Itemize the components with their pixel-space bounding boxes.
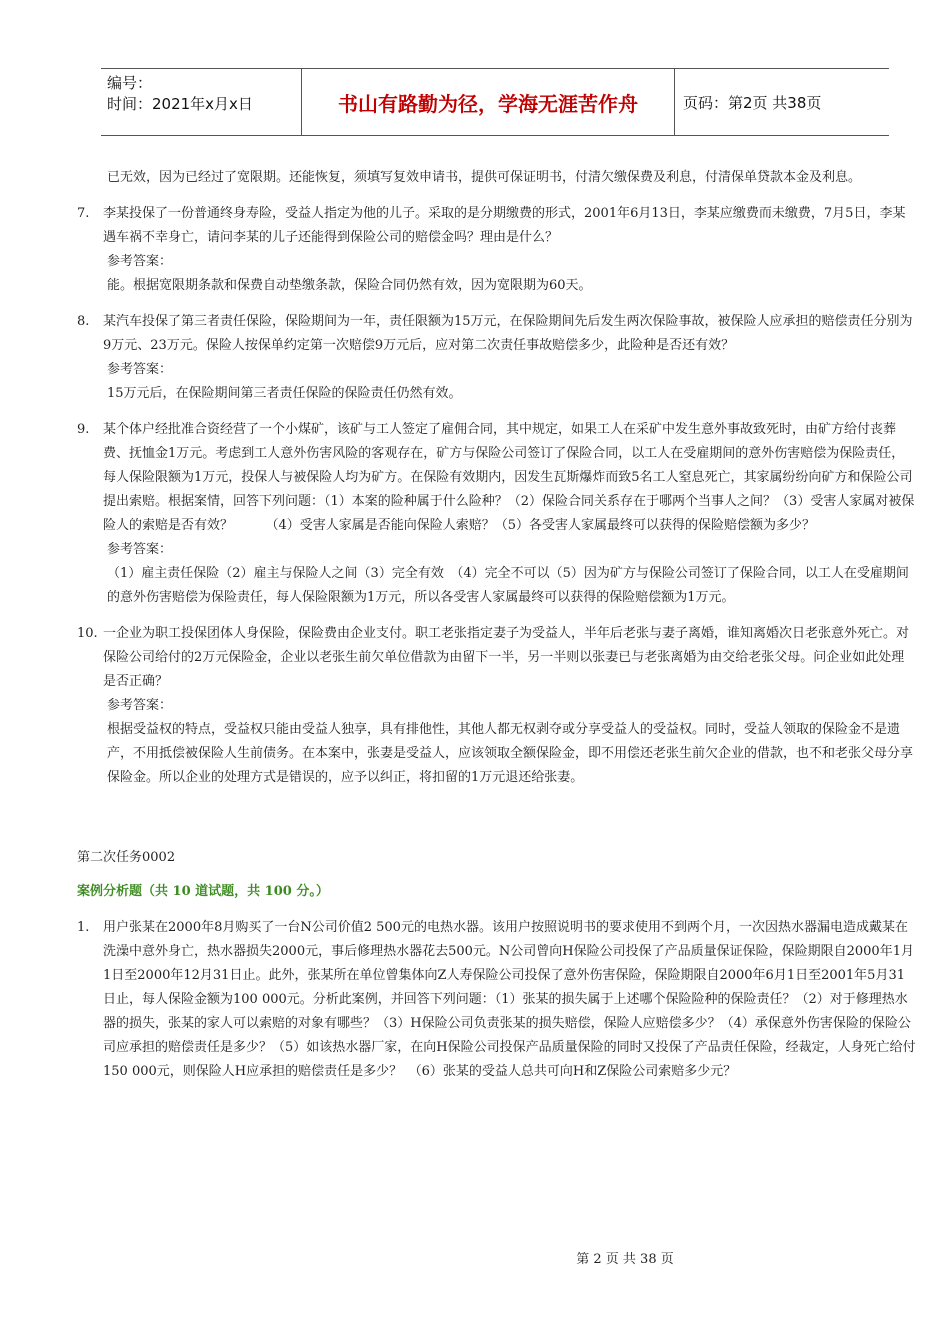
answer-text: 根据受益权的特点，受益权只能由受益人独享，具有排他性，其他人都无权剥夺或分享受益人的受益权。同时，受益人领取的保险金不是遗产，不用抵偿被保险人生前债务。在本案中，张妻是受益人，应该领取全额保险金，即不用偿还老张生前欠企业的借款，也不和老张父母分享保险金。所以企业的处理方式是错误的，应予以纠正，将扣留的1万元退还给张妻。	[107, 722, 914, 785]
code-label: 编号：	[107, 74, 153, 92]
page-footer: 第 2 页 共 38 页	[576, 1252, 674, 1267]
page-header	[101, 68, 889, 136]
question-number: 8.	[77, 314, 90, 329]
section-title: 第二次任务0002	[77, 850, 176, 865]
question-text: 某汽车投保了第三者责任保险，保险期间为一年，责任限额为15万元，在保险期间先后发生两次保险事故，被保险人应承担的赔偿责任分别为9万元、23万元。保险人按保单约定第一次赔偿9万元后，应对第二次责任事故赔偿多少，此险种是否还有效？	[103, 314, 913, 353]
answer-text: （1）雇主责任保险（2）雇主与保险人之间（3）完全有效 （4）完全不可以（5）因为矿方与保险公司签订了保险合同，以工人在受雇期间的意外伤害赔偿为保险责任，每人保险限额为1万元，所以各受害人家属最终可以获得的保险赔偿额为1万元。	[107, 566, 909, 605]
document-body	[77, 166, 917, 1084]
case-question-1	[77, 916, 917, 1084]
case-analysis-title: 案例分析题（共 10 道试题，共 100 分。）	[77, 884, 329, 899]
motto: 书山有路勤为径，学海无涯苦作舟	[301, 69, 675, 135]
answer-text: 能。根据宽限期条款和保费自动垫缴条款，保险合同仍然有效，因为宽限期为60天。	[107, 278, 592, 293]
question-number: 9.	[77, 422, 90, 437]
question-text: 李某投保了一份普通终身寿险，受益人指定为他的儿子。采取的是分期缴费的形式，2001年6月13日，李某应缴费而未缴费，7月5日，李某遇车祸不幸身亡，请问李某的儿子还能得到保险公司的赔偿金吗？理由是什么？	[103, 206, 906, 245]
answer-label: 参考答案：	[107, 542, 173, 557]
time-label: 时间：2021年x月x日	[107, 95, 253, 113]
question-7	[77, 202, 917, 298]
question-10	[77, 622, 917, 790]
question-number: 7.	[77, 206, 90, 221]
question-text: 用户张某在2000年8月购买了一台N公司价值2 500元的电热水器。该用户按照说明书的要求使用不到两个月，一次因热水器漏电造成戴某在洗澡中意外身亡，热水器损失2000元，事后修理热水器花去500元。N公司曾向H保险公司投保了产品质量保证保险，保险期限自2000年1月1日至2000年12月31日止。此外，张某所在单位曾集体向Z人寿保险公司投保了意外伤害保险，保险期限自2000年6月1日至2001年5月31日止，每人保险金额为100 000元。分析此案例，并回答下列问题：（1）张某的损失属于上述哪个保险险种的保险责任？（2）对于修理热水器的损失，张某的家人可以索赔的对象有哪些？（3）H保险公司负责张某的损失赔偿，保险人应赔偿多少？（4）承保意外伤害保险的保险公司应承担的赔偿责任是多少？（5）如该热水器厂家，在向H保险公司投保产品质量保险的同时又投保了产品责任保险，经裁定，人身死亡给付150 000元，则保险人H应承担的赔偿责任是多少？ （6）张某的受益人总共可向H和Z保险公司索赔多少元？	[103, 920, 916, 1079]
question-number: 1.	[77, 920, 90, 935]
answer-label: 参考答案：	[107, 362, 173, 377]
answer-label: 参考答案：	[107, 698, 173, 713]
question-number: 10.	[77, 626, 98, 641]
page-label: 页码：第2页 共38页	[683, 93, 822, 112]
question-text: 一企业为职工投保团体人身保险，保险费由企业支付。职工老张指定妻子为受益人，半年后老张与妻子离婚，谁知离婚次日老张意外死亡。对保险公司给付的2万元保险金，企业以老张生前欠单位借款为由留下一半，另一半则以张妻已与老张离婚为由交给老张父母。问企业如此处理是否正确？	[103, 626, 910, 689]
header-left-cell	[101, 69, 301, 135]
question-9	[77, 418, 917, 610]
question-8	[77, 310, 917, 406]
continuation-paragraph: 已无效，因为已经过了宽限期。还能恢复，须填写复效申请书，提供可保证明书，付清欠缴保费及利息，付清保单贷款本金及利息。	[107, 170, 862, 185]
answer-label: 参考答案：	[107, 254, 173, 269]
answer-text: 15万元后，在保险期间第三者责任保险的保险责任仍然有效。	[107, 386, 462, 401]
question-text: 某个体户经批准合资经营了一个小煤矿，该矿与工人签定了雇佣合同，其中规定，如果工人在采矿中发生意外事故致死时，由矿方给付丧葬费、抚恤金1万元。考虑到工人意外伤害风险的客观存在，矿方与保险公司签订了保险合同，以工人在受雇期间的意外伤害赔偿为保险责任，每人保险限额为1万元，投保人与被保险人均为矿方。在保险有效期内，因发生瓦斯爆炸而致5名工人窒息死亡，其家属纷纷向矿方和保险公司提出索赔。根据案情，回答下列问题：（1）本案的险种属于什么险种？（2）保险合同关系存在于哪两个当事人之间？（3）受害人家属对被保险人的索赔是否有效？ （4）受害人家属是否能向保险人索赔？（5）各受害人家属最终可以获得的保险赔偿额为多少？	[103, 422, 915, 533]
